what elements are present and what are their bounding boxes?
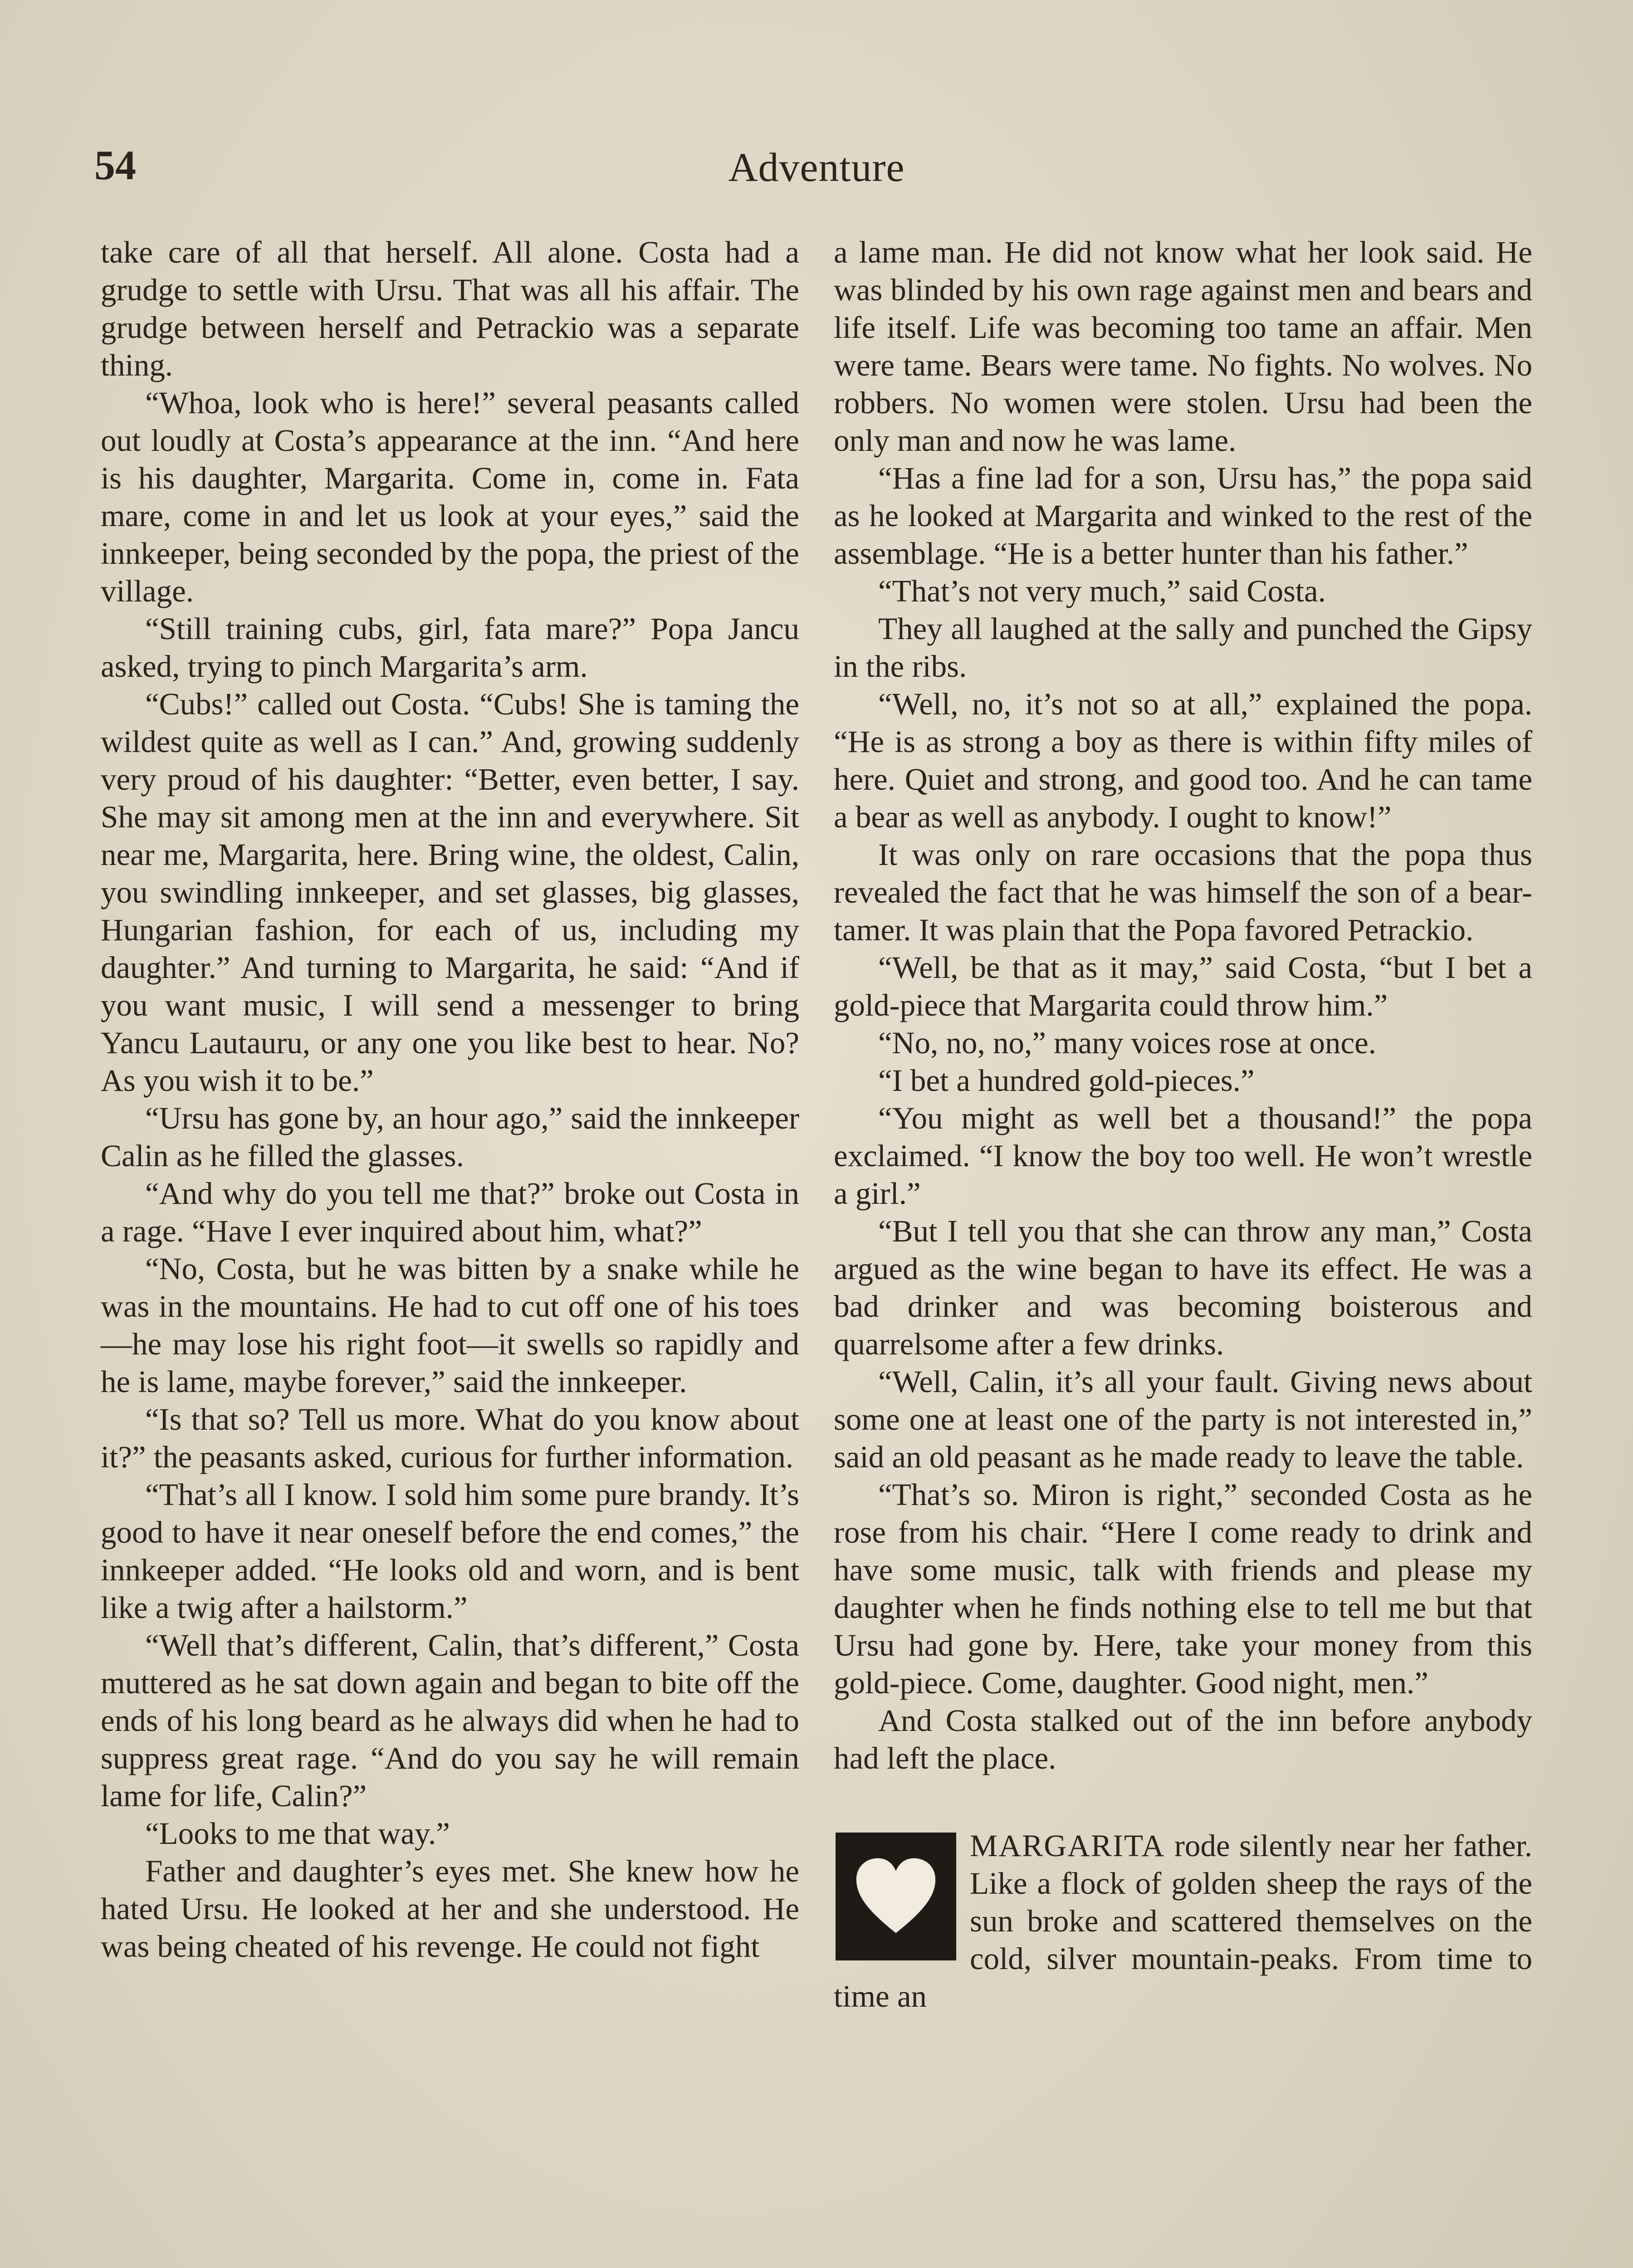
page-number: 54 bbox=[94, 142, 136, 188]
paragraph: “But I tell you that she can throw any man,” Costa argued as the wine began to have its effect. He was a bad drinker and was becoming boisterous and quarrelsome after a few drinks. bbox=[834, 1214, 1532, 1361]
paragraph: “Is that so? Tell us more. What do you know about it?” the peasants asked, curious for further information. bbox=[101, 1402, 799, 1474]
paragraph: “No, no, no,” many voices rose at once. bbox=[878, 1026, 1376, 1060]
lead-word: MARGARITA bbox=[970, 1828, 1165, 1863]
paragraph: “Ursu has gone by, an hour ago,” said the innkeeper Calin as he filled the glasses. bbox=[101, 1101, 799, 1173]
paragraph: “That’s all I know. I sold him some pure brandy. It’s good to have it near oneself before the end comes,” the innkeeper added. “He looks old and worn, and is bent like a twig after a hailstorm.” bbox=[101, 1477, 799, 1625]
paragraph: “You might as well bet a thousand!” the popa exclaimed. “I know the boy too well. He won’t wrestle a girl.” bbox=[834, 1101, 1532, 1211]
running-title: Adventure bbox=[728, 145, 905, 190]
section-text: rode silently near her father. Like a flock of golden sheep the rays of the sun broke and scattered themselves on the cold, silver mountain-peaks. From time to time an bbox=[834, 1828, 1533, 2014]
paragraph: a lame man. He did not know what her look said. He was blinded by his own rage against men and bears and life itself. Life was becoming too tame an affair. Men were tame. Bears were tame. No fights. No wolves. No robbers. No women were stolen. Ursu had been the only man and now he was lame. bbox=[834, 235, 1532, 458]
paragraph: “Well, Calin, it’s all your fault. Giving news about some one at least one of the party is not interested in,” said an old peasant as he made ready to leave the table. bbox=[834, 1364, 1532, 1474]
text-column-right bbox=[834, 234, 1532, 2015]
paragraph: “Well that’s different, Calin, that’s different,” Costa muttered as he sat down again and began to bite off the ends of his long beard as he always did when he had to suppress great rage. “And do you say he will remain lame for life, Calin?” bbox=[101, 1628, 799, 1813]
paragraph: “Whoa, look who is here!” several peasants called out loudly at Costa’s appearance at the inn. “And here is his daughter, Margarita. Come in, come in. Fata mare, come in and let us look at your eyes,” said the innkeeper, being seconded by the popa, the priest of the village. bbox=[101, 386, 799, 608]
paragraph: “Still training cubs, girl, fata mare?” Popa Jancu asked, trying to pinch Margarita’s arm. bbox=[101, 611, 799, 684]
text-column-left bbox=[101, 234, 799, 1965]
paragraph: “That’s so. Miron is right,” seconded Costa as he rose from his chair. “Here I come ready to drink and have some music, talk with friends and please my daughter when he finds nothing else to tell me but that Ursu had gone by. Here, take your money from this gold-piece. Come, daughter. Good night, men.” bbox=[834, 1477, 1532, 1700]
paragraph: They all laughed at the sally and punched the Gipsy in the ribs. bbox=[834, 611, 1532, 684]
paragraph: It was only on rare occasions that the popa thus revealed the fact that he was himself the son of a bear-tamer. It was plain that the Popa favored Petrackio. bbox=[834, 837, 1532, 947]
paragraph: “Cubs!” called out Costa. “Cubs! She is taming the wildest quite as well as I can.” And, growing suddenly very proud of his daughter: “Better, even better, I say. She may sit among men at the inn and everywhere. Sit near me, Margarita, here. Bring wine, the oldest, Calin, you swindling innkeeper, and set glasses, big glasses, Hungarian fashion, for each of us, including my daughter.” And turning to Margarita, he said: “And if you want music, I will send a messenger to bring Yancu Lautauru, or any one you like best to hear. No? As you wish it to be.” bbox=[101, 687, 799, 1098]
paragraph: take care of all that herself. All alone. Costa had a grudge to settle with Ursu. That was all his affair. The grudge between herself and Petrackio was a separate thing. bbox=[101, 235, 799, 382]
section-opening-paragraph bbox=[834, 1827, 1532, 2015]
paragraph: “That’s not very much,” said Costa. bbox=[878, 574, 1326, 608]
paragraph: “Well, be that as it may,” said Costa, “but I bet a gold-piece that Margarita could throw him.” bbox=[834, 950, 1532, 1022]
paragraph: “Has a fine lad for a son, Ursu has,” the popa said as he looked at Margarita and winked to the rest of the assemblage. “He is a better hunter than his father.” bbox=[834, 461, 1532, 571]
heart-ornament-icon bbox=[836, 1833, 956, 1960]
paragraph: “Well, no, it’s not so at all,” explained the popa. “He is as strong a boy as there is within fifty miles of here. Quiet and strong, and good too. And he can tame a bear as well as anybody. I ought to know!” bbox=[834, 687, 1532, 834]
paragraph: Father and daughter’s eyes met. She knew how he hated Ursu. He looked at her and she understood. He was being cheated of his revenge. He could not fight bbox=[101, 1854, 799, 1964]
paragraph: And Costa stalked out of the inn before anybody had left the place. bbox=[834, 1703, 1532, 1775]
paragraph: “I bet a hundred gold-pieces.” bbox=[878, 1063, 1255, 1098]
paragraph: “Looks to me that way.” bbox=[145, 1816, 450, 1851]
paragraph: “No, Costa, but he was bitten by a snake while he was in the mountains. He had to cut off one of his toes—he may lose his right foot—it swells so rapidly and he is lame, maybe forever,” said the innkeeper. bbox=[101, 1251, 799, 1399]
paragraph: “And why do you tell me that?” broke out Costa in a rage. “Have I ever inquired about him, what?” bbox=[101, 1176, 799, 1248]
